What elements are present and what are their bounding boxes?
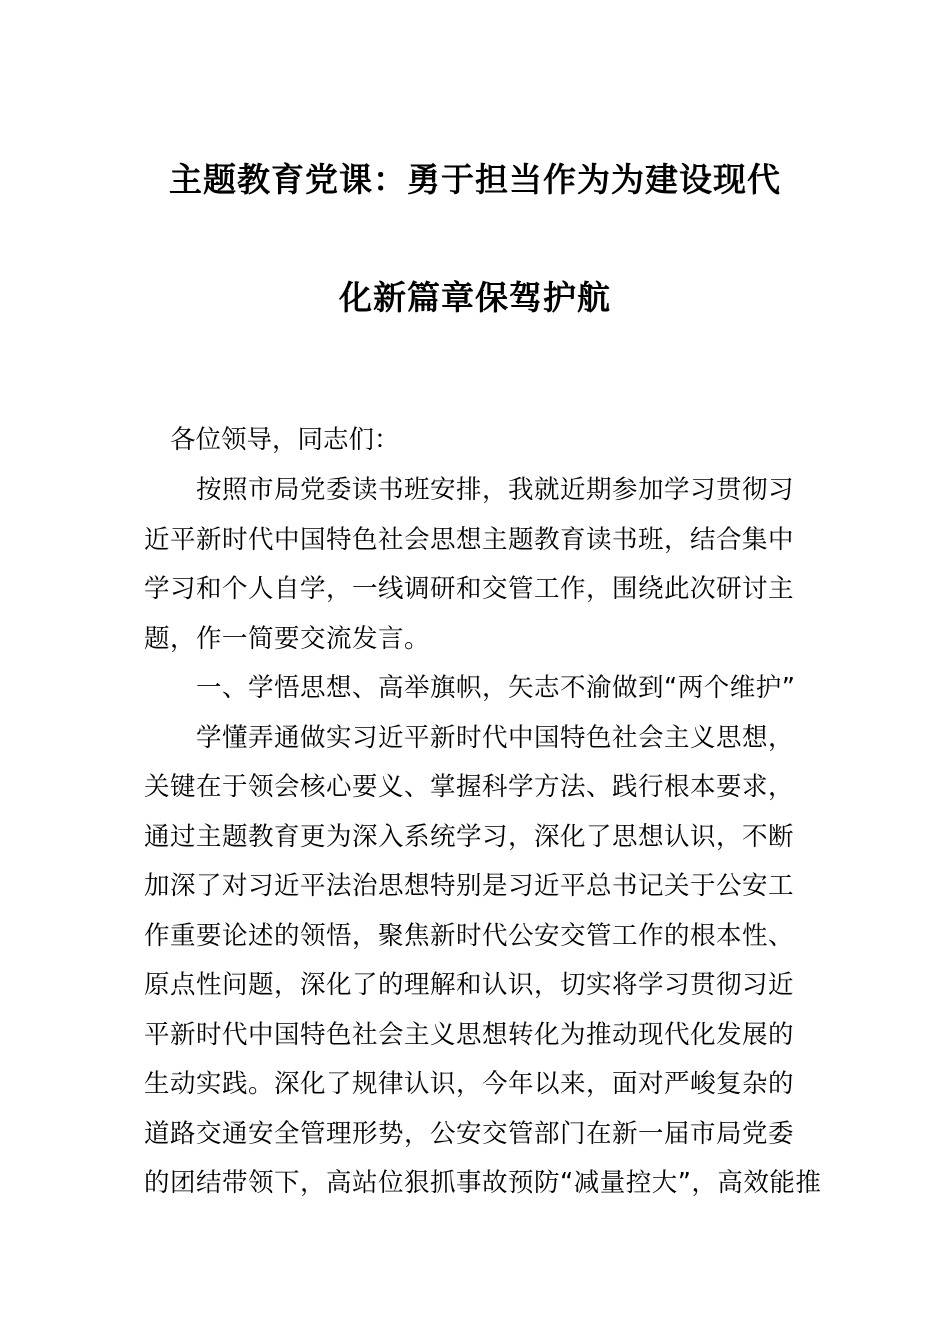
body-line: 学习和个人自学，一线调研和交管工作，围绕此次研讨主 bbox=[144, 574, 795, 604]
body-line: 作重要论述的领悟，聚焦新时代公安交管工作的根本性、 bbox=[144, 920, 795, 951]
body-line: 题，作一简要交流发言。 bbox=[144, 623, 431, 654]
greeting: 各位领导，同志们： bbox=[170, 425, 400, 455]
document-body bbox=[144, 466, 822, 1209]
body-line: 通过主题教育更为深入系统学习，深化了思想认识，不断 bbox=[144, 821, 795, 852]
body-line: 的团结带领下，高站位狠抓事故预防“减量控大”，高效能推 bbox=[144, 1168, 822, 1198]
document-title-line-2: 化新篇章保驾护航 bbox=[339, 278, 611, 317]
document-title-line-1: 主题教育党课：勇于担当作为为建设现代 bbox=[169, 160, 781, 199]
section-heading: 一、学悟思想、高举旗帜，矢志不渝做到“两个维护” bbox=[196, 673, 796, 703]
body-line: 学懂弄通做实习近平新时代中国特色社会主义思想， bbox=[196, 722, 795, 753]
body-line: 按照市局党委读书班安排，我就近期参加学习贯彻习 bbox=[196, 475, 795, 505]
body-line: 道路交通安全管理形势，公安交管部门在新一届市局党委 bbox=[144, 1118, 795, 1149]
body-line: 原点性问题，深化了的理解和认识，切实将学习贯彻习近 bbox=[144, 970, 795, 1000]
body-line: 生动实践。深化了规律认识，今年以来，面对严峻复杂的 bbox=[144, 1069, 795, 1099]
body-line: 平新时代中国特色社会主义思想转化为推动现代化发展的 bbox=[144, 1019, 795, 1050]
body-line: 加深了对习近平法治思想特别是习近平总书记关于公安工 bbox=[144, 871, 795, 901]
body-line: 关键在于领会核心要义、掌握科学方法、践行根本要求， bbox=[144, 772, 795, 802]
body-line: 近平新时代中国特色社会思想主题教育读书班，结合集中 bbox=[144, 524, 795, 555]
